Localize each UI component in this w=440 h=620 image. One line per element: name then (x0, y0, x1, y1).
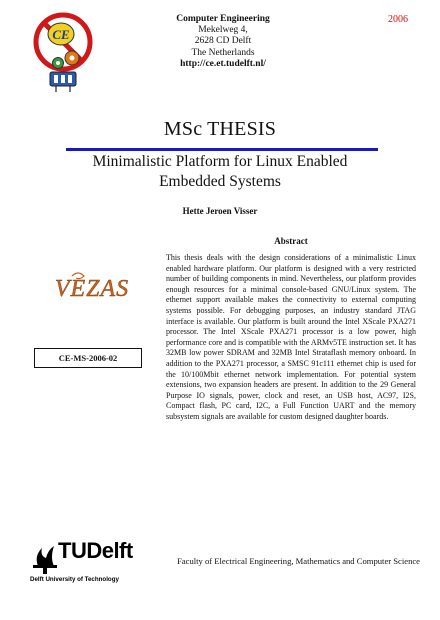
abstract-body: This thesis deals with the design considerations of a minimalistic Linux enabled hardware platform. Our platform is designed with a very restricted number of building components in mind. Nevertheless, our platform provides enough resources for a minimal console-based GNU/Linux system. The ethernet support available makes the connectivity to external computing systems possible. For debugging purposes, an industry standard JTAG interface is available. Our platform is built around the Intel XScale PXA271 processor. The Intel XScale PXA271 processor is a low power, high performance core and is compatible with the ARMv5TE instruction set. It has 32MB low power SDRAM and 32MB Intel Strataflash memory onboard. In addition to the PXA271 processor, a SMSC 91c111 ethernet chip is used for the 10/100Mbit ethernet network implementation. For potential system extensions, two expansion headers are present. In addition to the 29 General Purpose IO signals, power, clock and reset, an USB host, AC97, I2S, Compact flash, PC card, I2C, a Full Function UART and the memory subsystem signals are available for custom designed daughter boards. (166, 253, 416, 421)
title-divider (66, 148, 378, 151)
ce-logo-text: CE (52, 27, 70, 42)
country-line: The Netherlands (191, 47, 255, 58)
thesis-type-heading: MSc THESIS (163, 118, 277, 140)
ce-logo-icon (28, 10, 98, 94)
tudelft-subtitle: Delft University of Technology (30, 576, 119, 583)
report-code-box: CE-MS-2006-02 (34, 348, 142, 368)
abstract-heading: Abstract (274, 236, 308, 246)
vezas-logo-text: VEZAS (54, 276, 130, 302)
author-name: Hette Jeroen Visser (182, 206, 258, 216)
vezas-logo-icon (42, 268, 142, 306)
title-line-2: Embedded Systems (159, 173, 281, 190)
title-line-1: Minimalistic Platform for Linux Enabled (92, 153, 348, 170)
address-block (128, 14, 318, 70)
faculty-name: Faculty of Electrical Engineering, Mathematics and Computer Science (177, 556, 420, 566)
group-name: Computer Engineering (176, 14, 270, 24)
street-line: Mekelweg 4, (198, 25, 248, 36)
thesis-title (40, 152, 400, 192)
postal-line: 2628 CD Delft (194, 36, 252, 47)
tudelft-wordmark: TUDelft (58, 538, 133, 563)
website-link[interactable]: http://ce.et.tudelft.nl/ (180, 58, 266, 69)
year-label: 2006 (388, 14, 408, 25)
